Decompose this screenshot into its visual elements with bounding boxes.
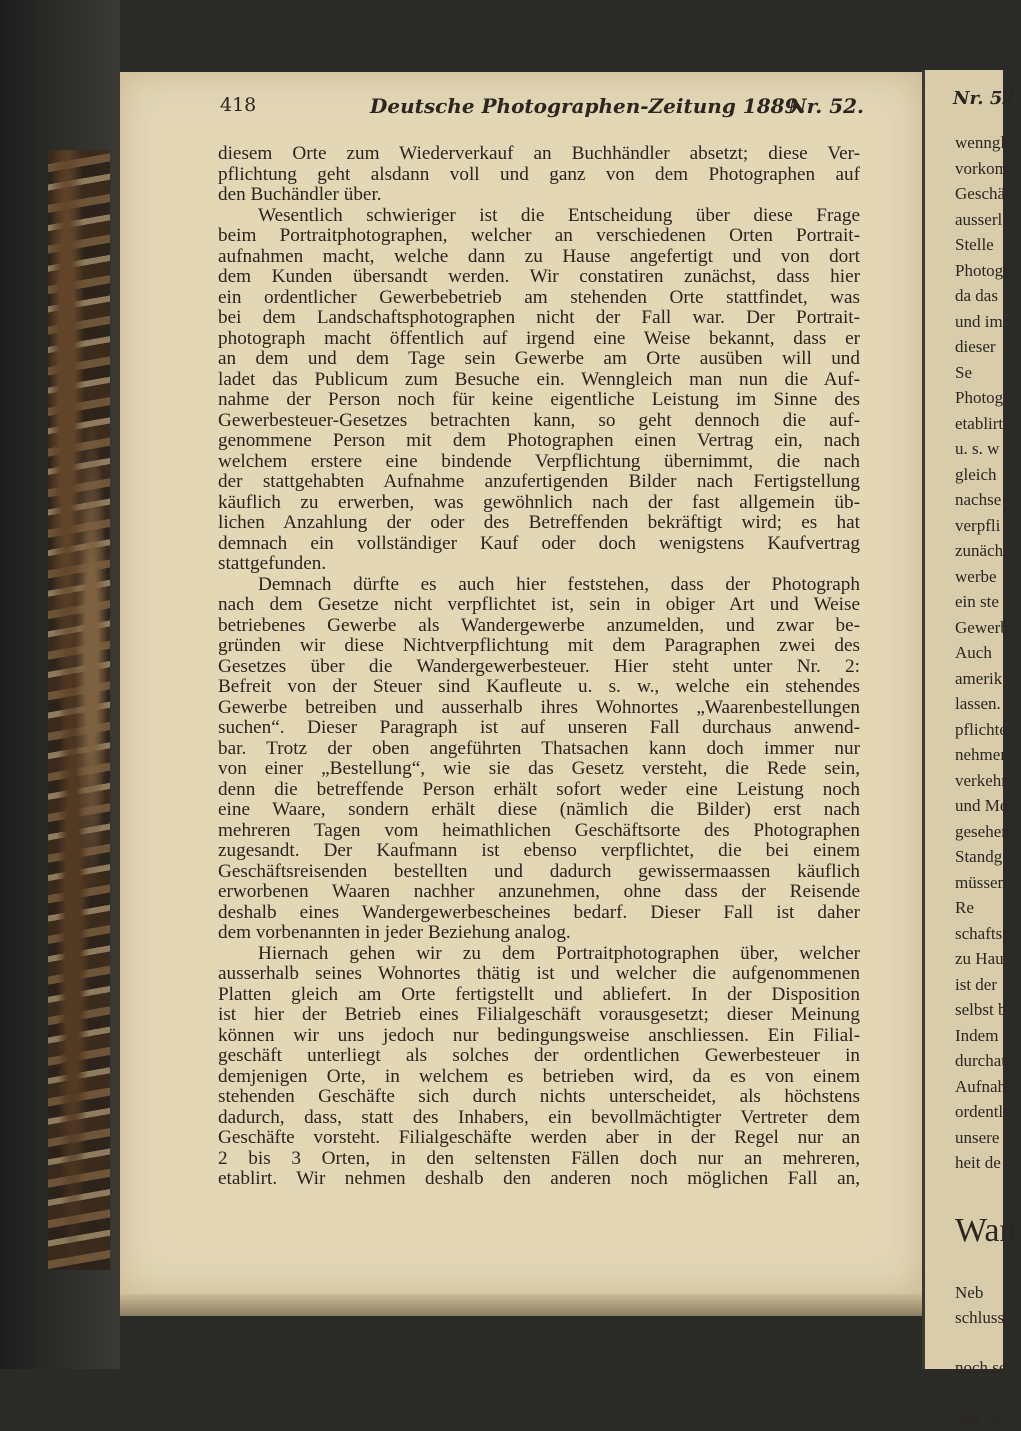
text-line: Geschäfte vorsteht. Filialgeschäfte werden aber in der Regel nur an	[218, 1128, 860, 1149]
text-line: genommene Person mit dem Photographen einen Vertrag ein, nach	[218, 431, 860, 452]
facing-page-line: Re	[955, 895, 1016, 921]
facing-page-line: Photog	[955, 385, 1016, 411]
text-line: Demnach dürfte es auch hier feststehen, dass der Photograph	[218, 575, 860, 596]
facing-page-line: durchau	[955, 1048, 1016, 1074]
facing-page-line: Photogr	[955, 258, 1016, 284]
facing-page-header: Nr. 52.	[953, 88, 1021, 109]
text-line: betriebenes Gewerbe als Wandergewerbe anzumelden, und zwar be-	[218, 616, 860, 637]
text-line: können wir uns jedoch nur bedingungsweise anschliessen. Ein Filial-	[218, 1026, 860, 1047]
text-line: dem Kunden übersandt werden. Wir constatiren zunächst, dass hier	[218, 267, 860, 288]
facing-page-line: schluss	[955, 1305, 1016, 1331]
facing-page-line: und Me	[955, 793, 1016, 819]
facing-page-line: gleich	[955, 462, 1016, 488]
facing-page-line: sich no	[955, 1380, 1016, 1406]
text-line: mehreren Tagen vom heimathlichen Geschäftsorte des Photographen	[218, 821, 860, 842]
text-line: welchem erstere eine bindende Verpflichtung übernimmt, die nach	[218, 452, 860, 473]
facing-page	[922, 70, 1003, 1369]
facing-page-text	[955, 130, 1016, 1431]
text-line: stehenden Geschäfte sich durch nichts unterscheidet, als höchstens	[218, 1087, 860, 1108]
text-line: nach dem Gesetze nicht verpflichtet ist, sein in obiger Art und Weise	[218, 595, 860, 616]
text-line: denn die betreffende Person erhält sofort weder eine Leistung noch	[218, 780, 860, 801]
text-line: Gesetzes über die Wandergewerbesteuer. Hier steht unter Nr. 2:	[218, 657, 860, 678]
text-line: der stattgehabten Aufnahme anzufertigenden Bilder nach Fertigstellung	[218, 472, 860, 493]
facing-page-line: zunäch	[955, 538, 1016, 564]
text-line: Gewerbe betreiben und ausserhalb ihres Wohnortes „Waarenbestellungen	[218, 698, 860, 719]
text-line: stattgefunden.	[218, 554, 860, 575]
text-line: Gewerbesteuer-Gesetzes betrachten kann, so geht dennoch die auf-	[218, 411, 860, 432]
text-line: demnach ein vollständiger Kauf oder doch wenigstens Kaufvertrag	[218, 534, 860, 555]
running-header	[220, 94, 864, 124]
text-line: erworbenen Waaren nachher anzunehmen, ohne dass der Reisende	[218, 882, 860, 903]
facing-page-line: Stelle	[955, 232, 1016, 258]
facing-page-line: ausserl	[955, 207, 1016, 233]
facing-page-line: nehmer	[955, 742, 1016, 768]
facing-page-line: unsere	[955, 1125, 1016, 1151]
facing-page-line: ordentl	[955, 1099, 1016, 1125]
facing-page-line: vorkom	[955, 156, 1016, 182]
facing-page-line: da das	[955, 283, 1016, 309]
facing-page-line: etablirt	[955, 411, 1016, 437]
text-line: ladet das Publicum zum Besuche ein. Wenngleich man nun die Auf-	[218, 370, 860, 391]
facing-page-line: Aufnah	[955, 1074, 1016, 1100]
text-line: photograph macht öffentlich auf irgend eine Weise bekannt, dass er	[218, 329, 860, 350]
text-line: pflichtung geht alsdann voll und ganz von dem Photographen auf	[218, 165, 860, 186]
text-line: ein ordentlicher Gewerbebetrieb am stehenden Orte stattfindet, was	[218, 288, 860, 309]
facing-page-line: Auch	[955, 640, 1016, 666]
text-line: aufnahmen macht, welche dann zu Hause angefertigt und von dort	[218, 247, 860, 268]
text-line: etablirt. Wir nehmen deshalb den anderen noch möglichen Fall an,	[218, 1169, 860, 1190]
text-line: käuflich zu erwerben, was gewöhnlich nach der fast allgemein üb-	[218, 493, 860, 514]
text-line: ist hier der Betrieb eines Filialgeschäft vorausgesetzt; dieser Meinung	[218, 1005, 860, 1026]
text-line: suchen“. Dieser Paragraph ist auf unseren Fall durchaus anwend-	[218, 718, 860, 739]
text-line: dem vorbenannten in jeder Beziehung analog.	[218, 923, 860, 944]
text-line: nahme der Person noch für keine eigentliche Leistung im Sinne des	[218, 390, 860, 411]
facing-page-line: pflichte	[955, 717, 1016, 743]
text-line: zugesandt. Der Kaufmann ist ebenso verpflichtet, die bei einem	[218, 841, 860, 862]
facing-page-line: und vor	[955, 1406, 1016, 1431]
text-line: gründen wir diese Nichtverpflichtung mit dem Paragraphen zwei des	[218, 636, 860, 657]
facing-page-line: ein ste	[955, 589, 1016, 615]
text-line: beim Portraitphotographen, welcher an verschiedenen Orten Portrait-	[218, 226, 860, 247]
facing-page-line: und im	[955, 309, 1016, 335]
facing-page-line: Se	[955, 360, 1016, 386]
text-line: an dem und dem Tage sein Gewerbe am Orte ausüben will und	[218, 349, 860, 370]
facing-page-line: noch se	[955, 1355, 1016, 1381]
facing-page-line: verkehr	[955, 768, 1016, 794]
text-line: von einer „Bestellung“, wie sie das Gesetz versteht, die Rede sein,	[218, 759, 860, 780]
facing-page-line: heit de	[955, 1150, 1016, 1176]
facing-page-line: schaftsp	[955, 921, 1016, 947]
facing-page-line: u. s. w	[955, 436, 1016, 462]
facing-page-line: Indem	[955, 1023, 1016, 1049]
text-line: demjenigen Orte, in welchem es betrieben wird, da es von einem	[218, 1067, 860, 1088]
facing-page-line: wenngl	[955, 130, 1016, 156]
marbled-page-edge	[48, 150, 110, 1270]
text-line: 2 bis 3 Orten, in den seltensten Fällen doch nur an mehreren,	[218, 1149, 860, 1170]
text-line: ausserhalb seines Wohnortes thätig ist und welcher die aufgenommenen	[218, 964, 860, 985]
text-line: dadurch, dass, statt des Inhabers, ein bevollmächtigter Vertreter dem	[218, 1108, 860, 1129]
facing-page-line: Standg	[955, 844, 1016, 870]
text-line: bei dem Landschaftsphotographen nicht der Fall war. Der Portrait-	[218, 308, 860, 329]
text-line: geschäft unterliegt als solches der ordentlichen Gewerbesteuer in	[218, 1046, 860, 1067]
facing-page-line: nachse	[955, 487, 1016, 513]
facing-page-line: Geschä	[955, 181, 1016, 207]
facing-page-line: werbe	[955, 564, 1016, 590]
text-line: Geschäftsreisenden bestellten und dadurch gewissermaassen käuflich	[218, 862, 860, 883]
facing-page-line: zu Hau	[955, 946, 1016, 972]
text-line: deshalb eines Wandergewerbescheines bedarf. Dieser Fall ist daher	[218, 903, 860, 924]
facing-page-line: Neb	[955, 1280, 1016, 1306]
page-number: 418	[220, 94, 256, 116]
book-page	[120, 72, 922, 1294]
facing-page-line: dieser	[955, 334, 1016, 360]
text-line: Hiernach gehen wir zu dem Portraitphotographen über, welcher	[218, 944, 860, 965]
article-body	[218, 144, 860, 1190]
facing-page-line: müssen	[955, 870, 1016, 896]
text-line: Befreit von der Steuer sind Kaufleute u. s. w., welche ein stehendes	[218, 677, 860, 698]
facing-page-line: Gewerb	[955, 615, 1016, 641]
text-line: lichen Anzahlung der oder des Betreffenden bekräftigt wird; es hat	[218, 513, 860, 534]
page-edge	[120, 1294, 922, 1316]
facing-page-line: selbst b	[955, 997, 1016, 1023]
facing-page-line: lassen.	[955, 691, 1016, 717]
journal-title: Deutsche Photographen-Zeitung 1889.	[370, 94, 710, 118]
text-line: eine Waare, sondern erhält diese (nämlich die Bilder) erst nach	[218, 800, 860, 821]
issue-number: Nr. 52.	[788, 94, 864, 118]
facing-page-line: verpfli	[955, 513, 1016, 539]
text-line: den Buchändler über.	[218, 185, 860, 206]
text-line: diesem Orte zum Wiederverkauf an Buchhändler absetzt; diese Ver-	[218, 144, 860, 165]
facing-page-heading: Wan	[955, 1206, 1016, 1256]
text-line: Platten gleich am Orte fertigstellt und abliefert. In der Disposition	[218, 985, 860, 1006]
facing-page-line: amerik	[955, 666, 1016, 692]
facing-page-line: gesehen	[955, 819, 1016, 845]
text-line: Wesentlich schwieriger ist die Entscheidung über diese Frage	[218, 206, 860, 227]
facing-page-line: ist der	[955, 972, 1016, 998]
text-line: bar. Trotz der oben angeführten Thatsachen kann doch immer nur	[218, 739, 860, 760]
